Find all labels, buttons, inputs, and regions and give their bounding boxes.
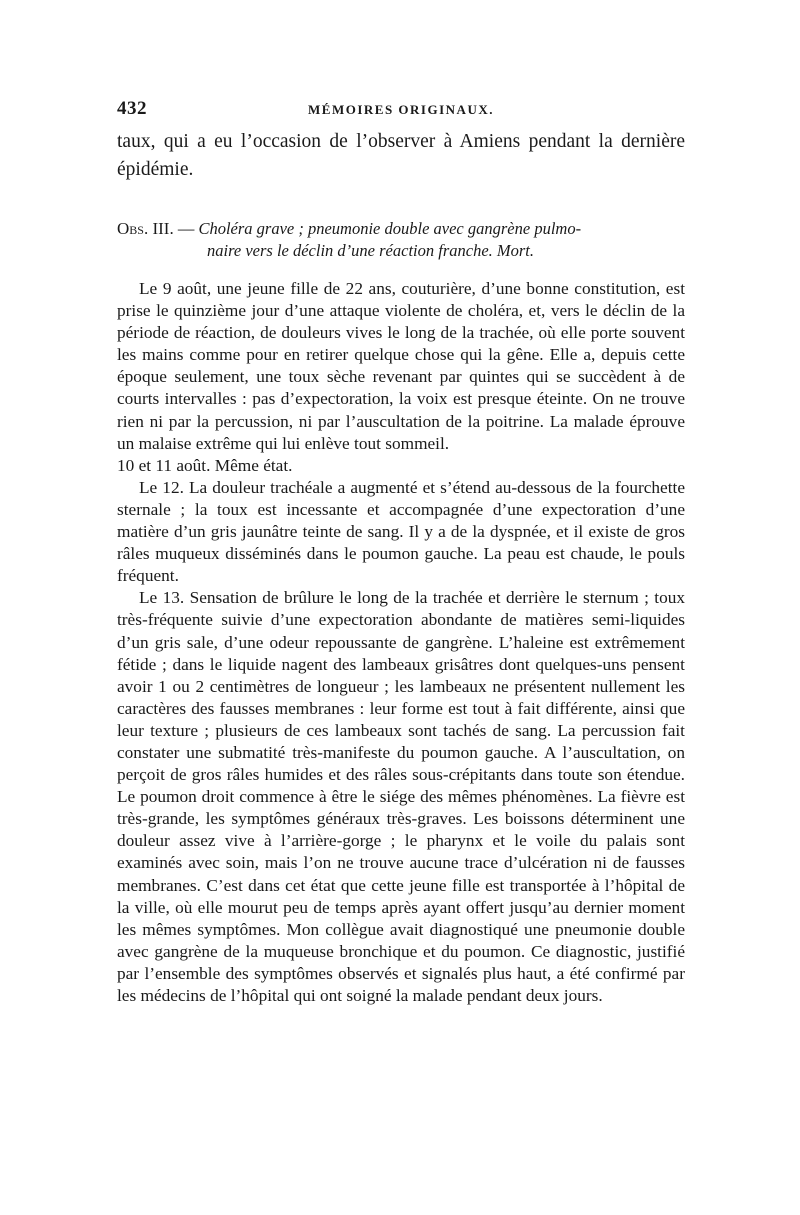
paragraph-aug-12: Le 12. La douleur trachéale a augmenté et s’étend au-dessous de la fourchette sternale ; la toux est incessante et accompagnée d’une expectoration d’une matière d’un gris jaunâtre teinte de sang. Il y a de la dyspnée, et il existe de gros râles muqueux disséminés dans le poumon gauche. La peau est chaude, le pouls fréquent.: [117, 477, 685, 586]
observation-label: Obs. III.: [117, 219, 174, 238]
paragraph-case-onset: Le 9 août, une jeune fille de 22 ans, couturière, d’une bonne constitution, est prise le quinzième jour d’une attaque violente de choléra, et, vers le déclin de la période de réaction, de douleurs vives le long de la trachée, où elle porte souvent les mains comme pour en retirer quelque chose qui la gêne. Elle a, depuis cette époque seulement, une toux sèche revenant par quintes qui se succèdent à de courts intervalles : pas d’expectoration, la voix est presque éteinte. On ne trouve rien ni par la percussion, ni par l’auscultation de la poitrine. La malade éprouve un malaise extrême qui lui enlève tout sommeil.: [117, 279, 685, 453]
paragraph-aug-13: Le 13. Sensation de brûlure le long de la trachée et derrière le sternum ; toux très-fréquente suivie d’une expectoration abondante de matières semi-liquides d’un gris sale, d’une odeur repoussante de gangrène. L’haleine est extrêmement fétide ; dans le liquide nagent des lambeaux grisâtres dont quelques-uns pensent avoir 1 ou 2 centimètres de longueur ; les lambeaux ne présentent nullement les caractères des fausses membranes : leur forme est tout à fait différente, ainsi que leur texture ; plusieurs de ces lambeaux sont tachés de sang. La percussion fait constater une submatité très-manifeste du poumon gauche. A l’auscultation, on perçoit de gros râles humides et des râles sous-crépitants dans toute son étendue. Le poumon droit commence à être le siége des mêmes phénomènes. La fièvre est très-grande, les symptômes généraux très-graves. Les boissons déterminent une douleur assez vive à l’arrière-gorge ; le pharynx et le voile du palais sont examinés avec soin, mais l’on ne trouve aucune trace d’ulcération ni de fausses membranes. C’est dans cet état que cette jeune fille est transportée à l’hôpital de la ville, où elle mourut peu de temps après ayant offert jusqu’au dernier moment les mêmes symptômes. Mon collègue avait diagnostiqué une pneumonie double avec gangrène de la muqueuse bronchique et du poumon. Ce diagnostic, justifié par l’ensemble des symptômes observés et signalés plus haut, a été confirmé par les médecins de l’hôpital qui ont soigné la malade pendant deux jours.: [117, 588, 685, 1005]
lead-paragraph: taux, qui a eu l’occasion de l’observer à Amiens pendant la dernière épidémie.: [117, 131, 685, 180]
observation-dash: —: [177, 219, 195, 238]
observation-title-line-1: [117, 218, 685, 240]
page-number: 432: [117, 98, 147, 119]
observation-body: [117, 278, 685, 1007]
running-title: MÉMOIRES ORIGINAUX.: [308, 102, 494, 117]
paragraph-aug-10-11: 10 et 11 août. Même état.: [117, 455, 293, 475]
document-page: [117, 98, 685, 1007]
observation-title-part-1: Choléra grave ; pneumonie double avec gangrène pulmo-: [198, 219, 582, 238]
observation-title-line-2: naire vers le déclin d’une réaction franche. Mort.: [207, 241, 535, 260]
running-head: [117, 98, 685, 124]
observation-heading: [117, 218, 685, 262]
